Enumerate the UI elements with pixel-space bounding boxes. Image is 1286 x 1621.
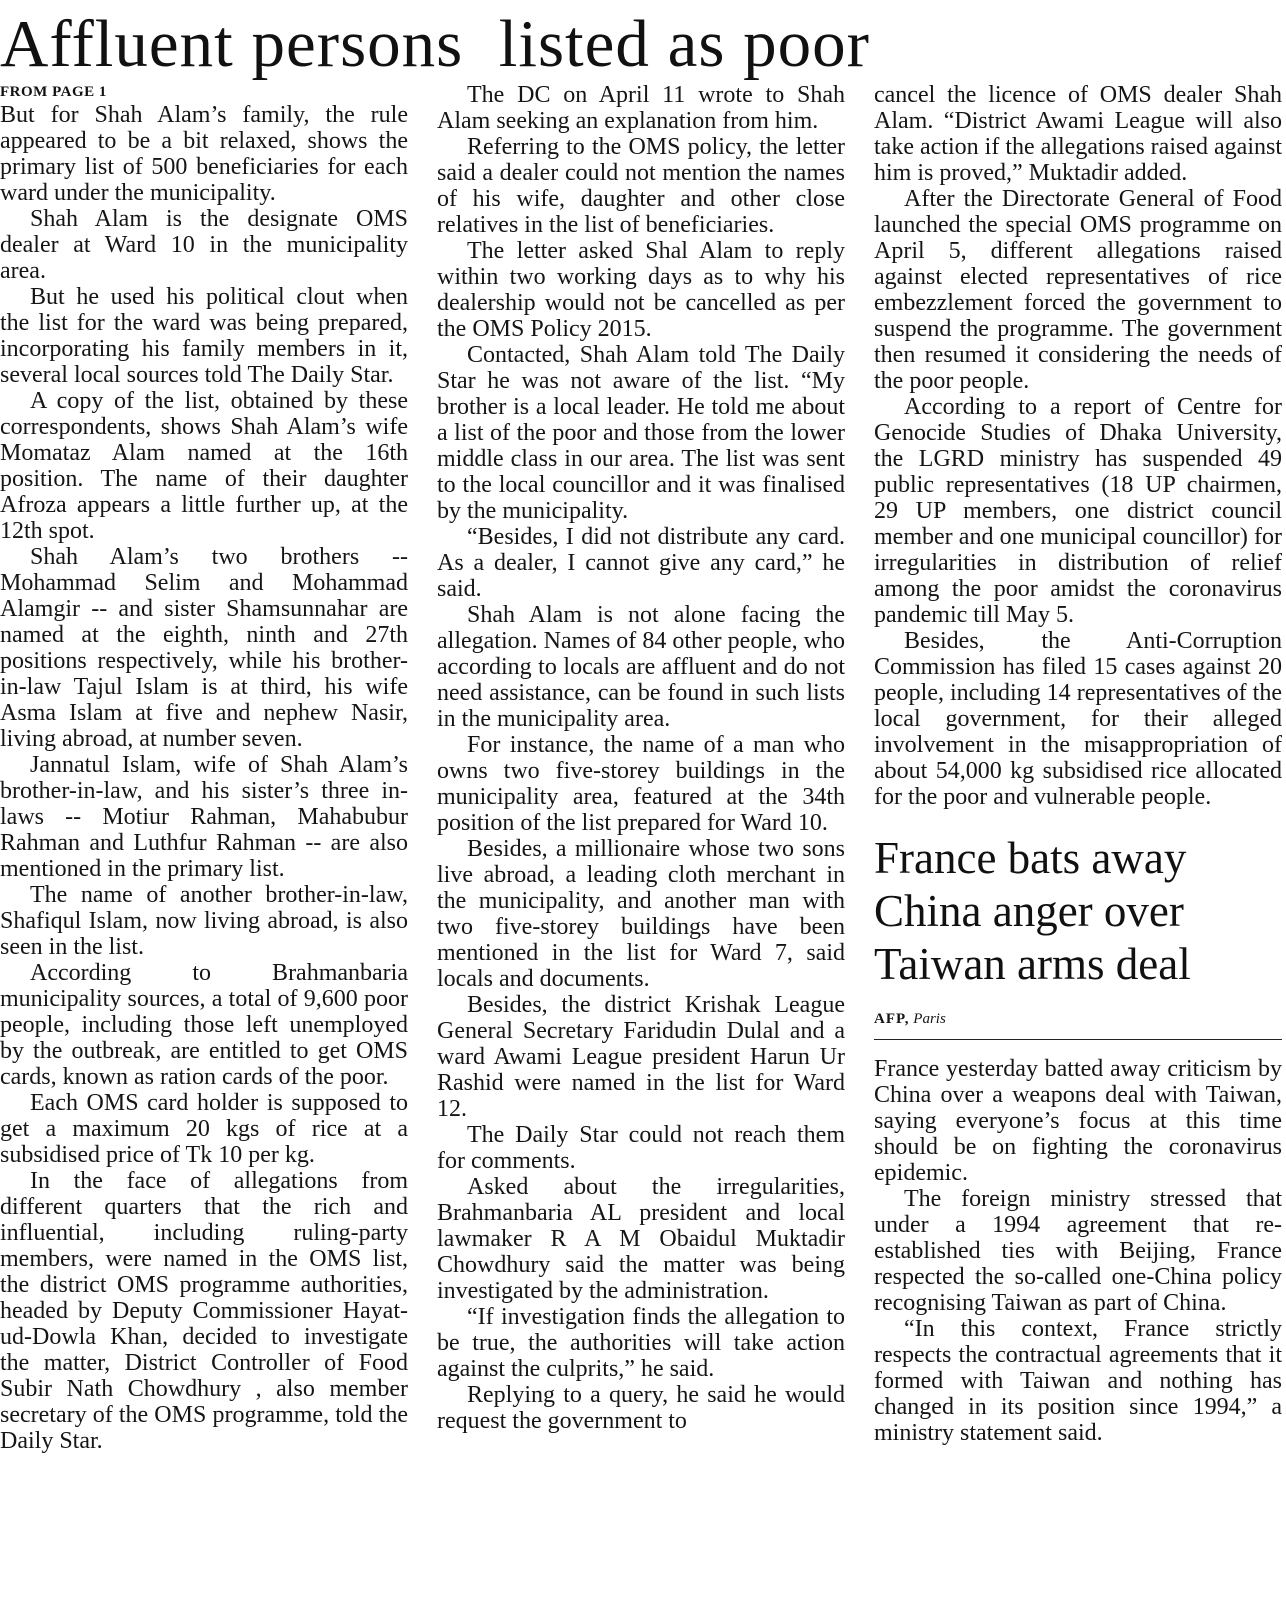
paragraph: Jannatul Islam, wife of Shah Alam’s brother-in-law, and his sister’s three in-laws -- Motiur Rahman, Mahabubur Rahman and Luthfur Rahman -- are also mentioned in the primary list. — [0, 752, 408, 882]
article-column-2 — [437, 82, 845, 1434]
paragraph: Referring to the OMS policy, the letter said a dealer could not mention the names of his wife, daughter and other close relatives in the list of beneficiaries. — [437, 134, 845, 238]
paragraph: France yesterday batted away criticism by China over a weapons deal with Taiwan, saying everyone’s focus at this time should be on fighting the coronavirus epidemic. — [874, 1056, 1282, 1186]
paragraph: The name of another brother-in-law, Shafiqul Islam, now living abroad, is also seen in the list. — [0, 882, 408, 960]
paragraph: Shah Alam’s two brothers -- Mohammad Selim and Mohammad Alamgir -- and sister Shamsunnahar are named at the eighth, ninth and 27th positions respectively, while his brother-in-law Tajul Islam is at third, his wife Asma Islam at five and nephew Nasir, living abroad, at number seven. — [0, 544, 408, 752]
paragraph: Contacted, Shah Alam told The Daily Star he was not aware of the list. “My brother is a local leader. He told me about a list of the poor and those from the lower middle class in our area. The list was sent to the local councillor and it was finalised by the municipality. — [437, 342, 845, 524]
paragraph: A copy of the list, obtained by these correspondents, shows Shah Alam’s wife Momataz Alam named at the 16th position. The name of their daughter Afroza appears a little further up, at the 12th spot. — [0, 388, 408, 544]
paragraph: The DC on April 11 wrote to Shah Alam seeking an explanation from him. — [437, 82, 845, 134]
article-column-3 — [874, 82, 1282, 1446]
article-headline: Affluent persons listed as poor — [0, 7, 870, 81]
paragraph: The foreign ministry stressed that under a 1994 agreement that re-established ties with Beijing, France respected the so-called one-China policy recognising Taiwan as part of China. — [874, 1186, 1282, 1316]
paragraph: Each OMS card holder is supposed to get a maximum 20 kgs of rice at a subsidised price of Tk 10 per kg. — [0, 1090, 408, 1168]
paragraph: Replying to a query, he said he would request the government to — [437, 1382, 845, 1434]
paragraph: Shah Alam is not alone facing the allegation. Names of 84 other people, who according to locals are affluent and do not need assistance, can be found in such lists in the municipality area. — [437, 602, 845, 732]
paragraph: Shah Alam is the designate OMS dealer at Ward 10 in the municipality area. — [0, 206, 408, 284]
paragraph: “Besides, I did not distribute any card. As a dealer, I cannot give any card,” he said. — [437, 524, 845, 602]
paragraph: “If investigation finds the allegation to be true, the authorities will take action against the culprits,” he said. — [437, 1304, 845, 1382]
paragraph: The letter asked Shal Alam to reply within two working days as to why his dealership would not be cancelled as per the OMS Policy 2015. — [437, 238, 845, 342]
paragraph: “In this context, France strictly respects the contractual agreements that it formed with Taiwan and nothing has changed in its position since 1994,” a ministry statement said. — [874, 1316, 1282, 1446]
paragraph: After the Directorate General of Food launched the special OMS programme on April 5, different allegations raised against elected representatives of rice embezzlement forced the government to suspend the programme. The government then resumed it considering the needs of the poor people. — [874, 186, 1282, 394]
paragraph: Besides, the district Krishak League General Secretary Faridudin Dulal and a ward Awami League president Harun Ur Rashid were named in the list for Ward 12. — [437, 992, 845, 1122]
paragraph: In the face of allegations from different quarters that the rich and influential, including ruling-party members, were named in the OMS list, the district OMS programme authorities, headed by Deputy Commissioner Hayat-ud-Dowla Khan, decided to investigate the matter, District Controller of Food Subir Nath Chowdhury , also member secretary of the OMS programme, told the Daily Star. — [0, 1168, 408, 1454]
paragraph: For instance, the name of a man who owns two five-storey buildings in the municipality area, featured at the 34th position of the list prepared for Ward 10. — [437, 732, 845, 836]
byline-place: Paris — [913, 1011, 946, 1027]
paragraph: But for Shah Alam’s family, the rule appeared to be a bit relaxed, shows the primary list of 500 beneficiaries for each ward under the municipality. — [0, 102, 408, 206]
continued-from-label: FROM PAGE 1 — [0, 84, 107, 100]
paragraph: Asked about the irregularities, Brahmanbaria AL president and local lawmaker R A M Obaidul Muktadir Chowdhury said the matter was being investigated by the administration. — [437, 1174, 845, 1304]
paragraph: The Daily Star could not reach them for comments. — [437, 1122, 845, 1174]
second-article-byline — [874, 999, 1282, 1040]
paragraph: cancel the licence of OMS dealer Shah Alam. “District Awami League will also take action if the allegations raised against him is proved,” Muktadir added. — [874, 82, 1282, 186]
paragraph: According to Brahmanbaria municipality sources, a total of 9,600 poor people, including those left unemployed by the outbreak, are entitled to get OMS cards, known as ration cards of the poor. — [0, 960, 408, 1090]
article-column-1 — [0, 82, 408, 1454]
second-article-headline: France bats away China anger over Taiwan arms deal — [874, 833, 1191, 989]
paragraph: But he used his political clout when the list for the ward was being prepared, incorporating his family members in it, several local sources told The Daily Star. — [0, 284, 408, 388]
paragraph: According to a report of Centre for Genocide Studies of Dhaka University, the LGRD ministry has suspended 49 public representatives (18 UP chairmen, 29 UP members, one district council member and one municipal councillor) for irregularities in distribution of relief among the poor amidst the coronavirus pandemic till May 5. — [874, 394, 1282, 628]
paragraph: Besides, a millionaire whose two sons live abroad, a leading cloth merchant in the municipality, and another man with two five-storey buildings have been mentioned in the list for Ward 7, said locals and documents. — [437, 836, 845, 992]
paragraph: Besides, the Anti-Corruption Commission has filed 15 cases against 20 people, including 14 representatives of the local government, for their alleged involvement in the misappropriation of about 54,000 kg subsidised rice allocated for the poor and vulnerable people. — [874, 628, 1282, 810]
byline-agency: AFP, — [874, 1011, 910, 1027]
